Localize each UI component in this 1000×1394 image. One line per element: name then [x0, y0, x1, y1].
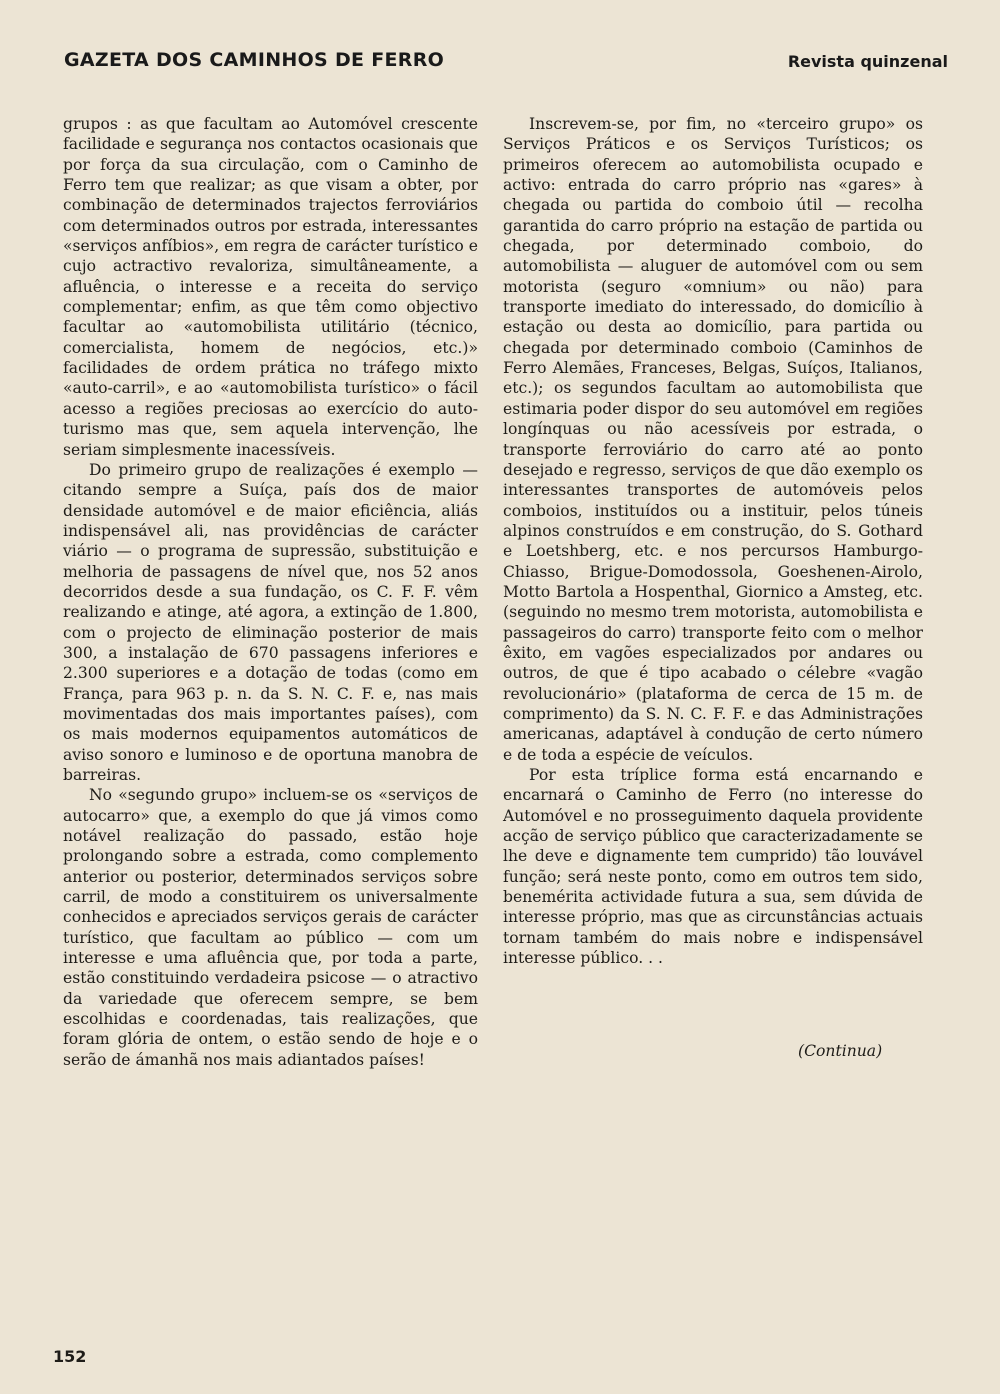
- page-number: 152: [53, 1347, 87, 1366]
- continued-note: (Continua): [798, 1042, 883, 1060]
- right-column: [503, 114, 923, 968]
- paragraph: Por esta tríplice forma está encarnando e encarnará o Caminho de Ferro (no interesse do Automóvel e no prosseguimento daquela providente acção de serviço público que caracterizadamente se lhe deve e dignamente tem cumprido) tão louvável função; será neste ponto, como em outros tem sido, benemérita actividade futura a sua, sem dúvida de interesse próprio, mas que as circunstâncias actuais tornam também do mais nobre e indispensável interesse público. . .: [503, 766, 923, 968]
- journal-subtitle: Revista quinzenal: [787, 52, 948, 71]
- paragraph: No «segundo grupo» incluem-se os «serviços de autocarro» que, a exemplo do que já vimos como notável realização do passado, estão hoje prolongando sobre a estrada, como complemento anterior ou posterior, determinados serviços sobre carril, de modo a constituirem os universalmente conhecidos e apreciados serviços gerais de carácter turístico, que facultam ao público — com um interesse e uma afluência que, por toda a parte, estão constituindo verdadeira psicose — o atractivo da variedade que oferecem sempre, se bem escolhidas e coordenadas, tais realizações, que foram glória de ontem, o estão sendo de hoje e o serão de ámanhã nos mais adiantados países!: [63, 786, 478, 1069]
- journal-title: GAZETA DOS CAMINHOS DE FERRO: [64, 49, 445, 71]
- paragraph: grupos : as que facultam ao Automóvel crescente facilidade e segurança nos contactos ocasionais que por força da sua circulação, com o Caminho de Ferro tem que realizar; as que visam a obter, por combinação de determinados trajectos ferroviários com determinados outros por estrada, interessantes «serviços anfíbios», em regra de carácter turístico e cujo actractivo revaloriza, simultâneamente, a afluência, o interesse e a receita do serviço complementar; enfim, as que têm como objectivo facultar ao «automobilista utilitário (técnico, comercialista, homem de negócios, etc.)» facilidades de ordem prática no tráfego mixto «auto-carril», e ao «automobilista turístico» o fácil acesso a regiões preciosas ao exercício do auto-turismo mas que, sem aquela intervenção, lhe seriam simplesmente inacessíveis.: [63, 115, 478, 459]
- paragraph: Inscrevem-se, por fim, no «terceiro grupo» os Serviços Práticos e os Serviços Turísticos; os primeiros oferecem ao automobilista ocupado e activo: entrada do carro próprio nas «gares» à chegada ou partida do comboio útil — recolha garantida do carro próprio na estação de partida ou chegada, por determinado comboio, do automobilista — aluguer de automóvel com ou sem motorista (seguro «omnium» ou não) para transporte imediato do interessado, do domicílio à estação ou desta ao domicílio, para partida ou chegada por determinado comboio (Caminhos de Ferro Alemães, Franceses, Belgas, Suíços, Italianos, etc.); os segundos facultam ao automobilista que estimaria poder dispor do seu automóvel em regiões longínquas ou não acessíveis por estrada, o transporte ferroviário do carro até ao ponto desejado e regresso, serviços de que dão exemplo os interessantes transportes de automóveis pelos comboios, instituídos ou a instituir, pelos túneis alpinos construídos e em construção, do S. Gothard e Loetshberg, etc. e nos percursos Hamburgo-Chiasso, Brigue-Domodossola, Goeshenen-Airolo, Motto Bartola a Hospenthal, Giornico a Amsteg, etc. (seguindo no mesmo trem motorista, automobilista e passageiros do carro) transporte feito com o melhor êxito, em vagões especializados por andares ou outros, de que é tipo acabado o célebre «vagão revolucionário» (plataforma de cerca de 15 m. de comprimento) da S. N. C. F. F. e das Administrações americanas, adaptável à condução de certo número e de toda a espécie de veículos.: [503, 115, 923, 764]
- paragraph: Do primeiro grupo de realizações é exemplo — citando sempre a Suíça, país dos de maior densidade automóvel e de maior eficiência, aliás indispensável ali, nas providências de carácter viário — o programa de supressão, substituição e melhoria de passagens de nível que, nos 52 anos decorridos desde a sua fundação, os C. F. F. vêm realizando e atinge, até agora, a extinção de 1.800, com o projecto de eliminação posterior de mais 300, a instalação de 670 passagens inferiores e 2.300 superiores e a dotação de todas (como em França, para 963 p. n. da S. N. C. F. e, nas mais movimentadas dos mais importantes países), com os mais modernos equipamentos automáticos de aviso sonoro e luminoso e de oportuna manobra de barreiras.: [63, 460, 478, 784]
- left-column: [63, 114, 478, 1070]
